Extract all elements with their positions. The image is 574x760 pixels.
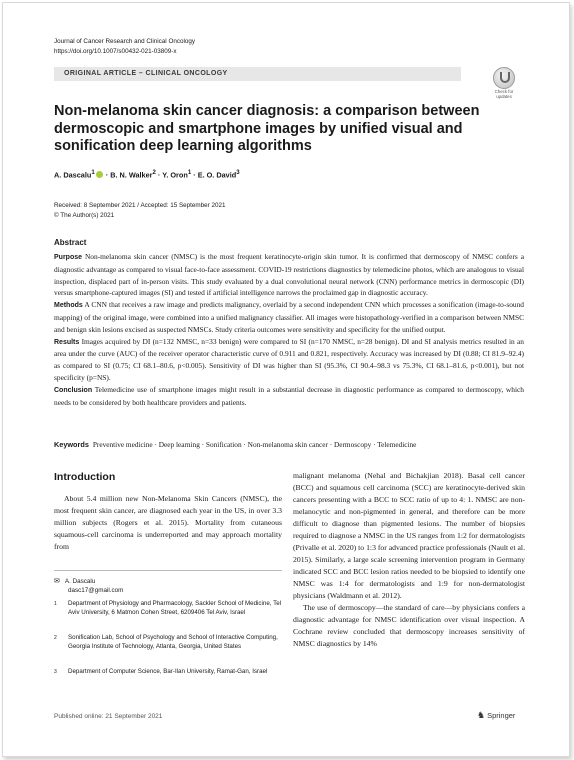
affiliation-item xyxy=(54,634,282,651)
affiliation-number: 2 xyxy=(54,635,57,641)
article-type-banner: ORIGINAL ARTICLE – CLINICAL ONCOLOGY xyxy=(54,67,461,81)
article-dates xyxy=(54,201,226,220)
purpose-text: Non-melanoma skin cancer (NMSC) is the most frequent keratinocyte-origin skin tumor. It is confirmed that dermoscopy of NMSC confers a diagnostic advantage as compared to visual face-to-face assessment. COVID-19 restrictions diagnostics by telemedicine photos, which are analogous to visual inspection, displaced part of in-person visits. This study evaluated by a dual convolutional neural network (CNN) performance metrics in dermoscopic (DI) versus smartphone-captured images (SI) and tested if artificial intelligence narrows the proclaimed gap in diagnostic accuracy. xyxy=(54,252,524,298)
author-sup: 2 xyxy=(152,169,156,176)
author-sup: 1 xyxy=(91,169,95,176)
affiliation-text: Department of Computer Science, Bar-Ilan University, Ramat-Gan, Israel xyxy=(68,668,268,675)
author-name[interactable]: B. N. Walker xyxy=(110,170,153,180)
intro-right-column xyxy=(293,470,525,650)
journal-name: Journal of Cancer Research and Clinical Oncology xyxy=(54,38,196,45)
results-label: Results xyxy=(54,338,80,346)
author-name[interactable]: Y. Oron xyxy=(162,170,188,180)
author-name[interactable]: A. Dascalu xyxy=(54,170,92,180)
abstract-heading: Abstract xyxy=(54,238,87,247)
abstract-results xyxy=(54,336,524,384)
springer-horse-icon: ♞ xyxy=(477,710,486,720)
check-updates-line1: Check for xyxy=(494,89,514,94)
article-title: Non-melanoma skin cancer diagnosis: a comparison between dermoscopic and smartphone images by unified visual and sonification deep learning algorithms xyxy=(54,103,480,154)
abstract-conclusion xyxy=(54,384,524,409)
keywords-line xyxy=(54,440,524,449)
doi-link[interactable]: https://doi.org/10.1007/s00432-021-03809-x xyxy=(54,47,177,55)
keywords-text: Preventive medicine · Deep learning · Sonification · Non-melanoma skin cancer · Dermoscopy · Telemedicine xyxy=(92,440,417,449)
author-name[interactable]: E. O. David xyxy=(197,170,237,180)
introduction-heading: Introduction xyxy=(54,471,116,483)
conclusion-label: Conclusion xyxy=(54,386,93,394)
methods-text: A CNN that receives a raw image and predicts malignancy, overlaid by a second independent CNN which processes a sonification (image-to-sound mapping) of the original image, were combined into a unified malignancy classifier. All images were histopathology-verified in a comparison between NMSC and benign skin lesions excised as suspected NMSCs. Study criteria outcomes were sensitivity and specificity for the unified output. xyxy=(54,300,524,334)
footnote-divider xyxy=(54,570,282,571)
intro-left-column xyxy=(54,493,282,553)
published-online: Published online: 21 September 2021 xyxy=(54,713,163,720)
abstract-methods xyxy=(54,299,524,335)
results-text: Images acquired by DI (n=132 NMSC, n=33 benign) were compared to SI (n=170 NMSC, n=28 benign). DI and SI analysis metrics resulted in an area under the curve (AUC) of the receiver operator characteristic curve of 0.911 and 0.821, respectively. Accuracy was increased by DI (0.88; CI 81.9–92.4) as compared to SI (0.75; CI 68.1–80.6, p<0.005). Sensitivity of DI was higher than SI (95.3%, CI 90.4–98.3 vs 75.3%, CI 68.1–81.6, p<0.001), but not specificity (p=NS). xyxy=(54,336,524,382)
intro-paragraph: The use of dermoscopy—the standard of care—by physicians confers a diagnostic advantage for NMSC identification over visual inspection. A Cochrane review concluded that dermoscopy increases sensitivity of NMSC diagnostics by 14% xyxy=(293,603,525,648)
check-updates-line2: updates xyxy=(496,94,512,99)
affiliation-text: Sonification Lab, School of Psychology and School of Interactive Computing, Georgia Institute of Technology, Atlanta, Georgia, United States xyxy=(68,634,278,650)
purpose-label: Purpose xyxy=(54,254,83,261)
publisher-logo xyxy=(477,710,515,721)
corresponding-author xyxy=(54,577,123,595)
envelope-icon: ✉ xyxy=(54,578,60,585)
abstract-body xyxy=(54,251,524,408)
affiliation-item xyxy=(54,600,282,617)
copyright-line: © The Author(s) 2021 xyxy=(54,211,115,219)
author-sup: 3 xyxy=(236,169,240,176)
publisher-name: Springer xyxy=(487,711,516,720)
author-list: A. Dascalu$^1$ · B. N. Walker$^2$ · Y. Oron$^1$ · E. O. David$^3$ xyxy=(54,169,240,180)
affiliation-item xyxy=(54,668,282,677)
bookmark-icon xyxy=(493,67,515,89)
methods-label: Methods xyxy=(54,302,83,310)
journal-header xyxy=(54,37,195,56)
check-for-updates-badge[interactable] xyxy=(489,67,519,101)
affiliation-number: 1 xyxy=(54,601,57,607)
contact-name: A. Dascalu xyxy=(64,578,96,585)
conclusion-text: Telemedicine use of smartphone images might result in a substantial decrease in diagnostic performance as compared to dermoscopy, which needs to be considered by both healthcare providers and patients. xyxy=(54,384,524,407)
contact-email[interactable]: dasc17@gmail.com xyxy=(68,587,124,594)
abstract-purpose xyxy=(54,251,524,299)
author-sup: 1 xyxy=(187,169,192,176)
intro-paragraph: About 5.4 million new Non-Melanoma Skin Cancers (NMSC), the most frequent skin cancer, are diagnosed each year in the US, in over 3.3 million subjects (Rogers et al. 2015). Mortality from cutaneous squamous-cell carcinoma is underreported and may approach mortality from xyxy=(54,494,282,551)
orcid-icon[interactable] xyxy=(96,171,103,178)
received-accepted-dates: Received: 8 September 2021 / Accepted: 15 September 2021 xyxy=(54,202,226,209)
intro-paragraph: malignant melanoma (Nehal and Bichakjian 2018). Basal cell cancer (BCC) and squamous cell carcinoma (SCC) are keratinocyte-derived skin cancers presenting with a BCC to SCC ratio of up to 4: 1. NMSC are non-melanocytic and non-pigmented in general, and therefore can be more difficult to diagnose than pigmented lesions. The number of biopsies required to diagnose a NMSC in the US ranges from 1:2 for dermatologists (Privalle et al. 2020) to 1:3 for advanced practice professionals (Nault et al. 2015). Similarly, a large scale screening intervention program in Germany indicated SCC and BCC lesion ratios needed to be biopsied to identify one NMSC was 1:4 for dermatologists and 1:9 for non-dermatologist physicians (Waldmann et al. 2012). xyxy=(293,471,525,600)
affiliation-text: Department of Physiology and Pharmacology, Sackler School of Medicine, Tel Aviv University, 6 Matmon Cohen Street, 6209406 Tel Aviv, Israel xyxy=(68,600,282,616)
article-page xyxy=(2,2,570,757)
affiliation-number: 3 xyxy=(54,669,57,675)
keywords-label: Keywords xyxy=(54,440,89,449)
